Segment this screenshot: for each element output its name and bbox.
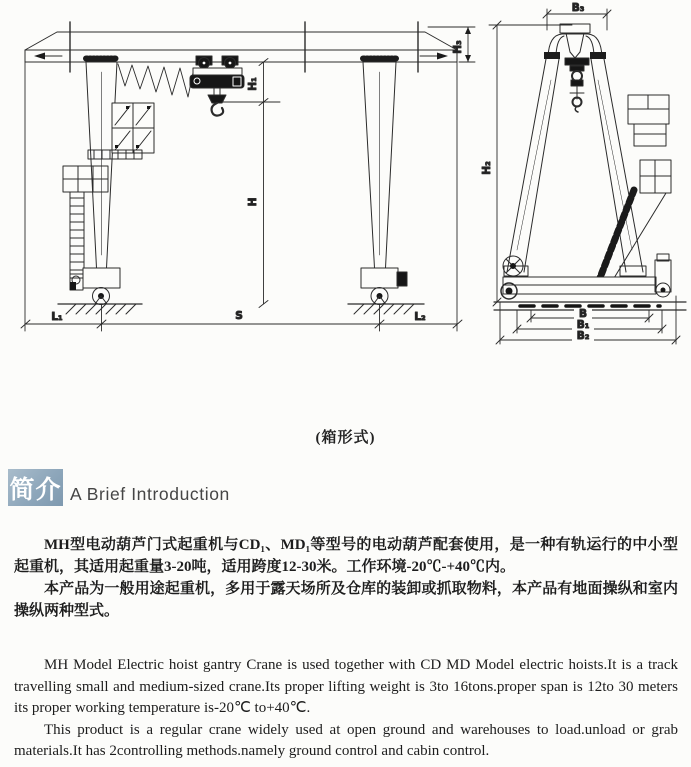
dim-label-b: B (578, 308, 588, 320)
control-panels (112, 103, 154, 153)
end-carriage (501, 254, 671, 299)
front-view (21, 22, 475, 331)
intro-heading: A Brief Introduction (70, 484, 230, 504)
front-view-legs (86, 62, 396, 268)
dim-h2 (489, 21, 572, 306)
dim-label-b2: B₂ (576, 330, 590, 342)
cn-paragraph-2: 本产品为一般用途起重机，多用于露天场所及仓库的装卸或抓取物料，本产品有地面操纵和室内操纵两种型式。 (14, 581, 678, 619)
dim-label-h3: H₃ (452, 40, 464, 54)
dim-label-b1: B₁ (576, 319, 590, 331)
dim-h (222, 59, 280, 308)
intro-heading-row (8, 466, 230, 506)
dim-label-l1: L₁ (51, 311, 63, 323)
side-view-legs (504, 59, 646, 276)
left-bogie (70, 268, 120, 305)
dim-label-s: S (235, 310, 243, 322)
drawing-caption: (箱形式) (315, 430, 376, 446)
leg-platform (63, 150, 142, 192)
ladder (70, 192, 84, 283)
festoon-cable (118, 64, 194, 97)
side-view-top-cap (544, 24, 606, 59)
front-view-girder (25, 22, 457, 72)
dim-label-h1: H₁ (247, 77, 259, 91)
description-english (14, 655, 678, 763)
right-bogie (361, 268, 407, 305)
dim-label-h: H (247, 197, 259, 207)
side-view-cabinets (628, 95, 671, 193)
hoist-trolley (190, 56, 244, 116)
right-ground-hatch (348, 304, 424, 314)
cn-paragraph-1: MH型电动葫芦门式起重机与CD₁、MD₁等型号的电动葫芦配套使用，是一种有轨运行的中小型起重机，其适用起重量3-20吨，适用跨度12-30米。工作环境-20℃-+40℃内。 (14, 537, 678, 575)
dim-label-b3: B₃ (571, 2, 585, 14)
side-view (481, 2, 686, 344)
dim-label-l2: L₂ (414, 311, 426, 323)
intro-badge: 简介 (8, 469, 63, 506)
en-paragraph-2: This product is a regular crane widely used at open ground and warehouses to load.unload or grab materials.It has 2controlling methods.namely ground control and cabin control. (14, 721, 678, 759)
side-view-hoist (565, 58, 589, 112)
description-chinese (14, 534, 678, 622)
en-paragraph-1: MH Model Electric hoist gantry Crane is used together with CD MD Model electric hoists.It is a track travelling small and medium-sized crane.Its proper lifting weight is 3to 16tons.proper span is 12to 30 meters its proper working temperature is-20℃ to+40℃. (14, 657, 678, 716)
diagonal-brace (598, 190, 666, 283)
hook-icon (212, 103, 224, 116)
left-ground-hatch (58, 304, 142, 314)
dim-label-h2: H₂ (481, 161, 493, 175)
